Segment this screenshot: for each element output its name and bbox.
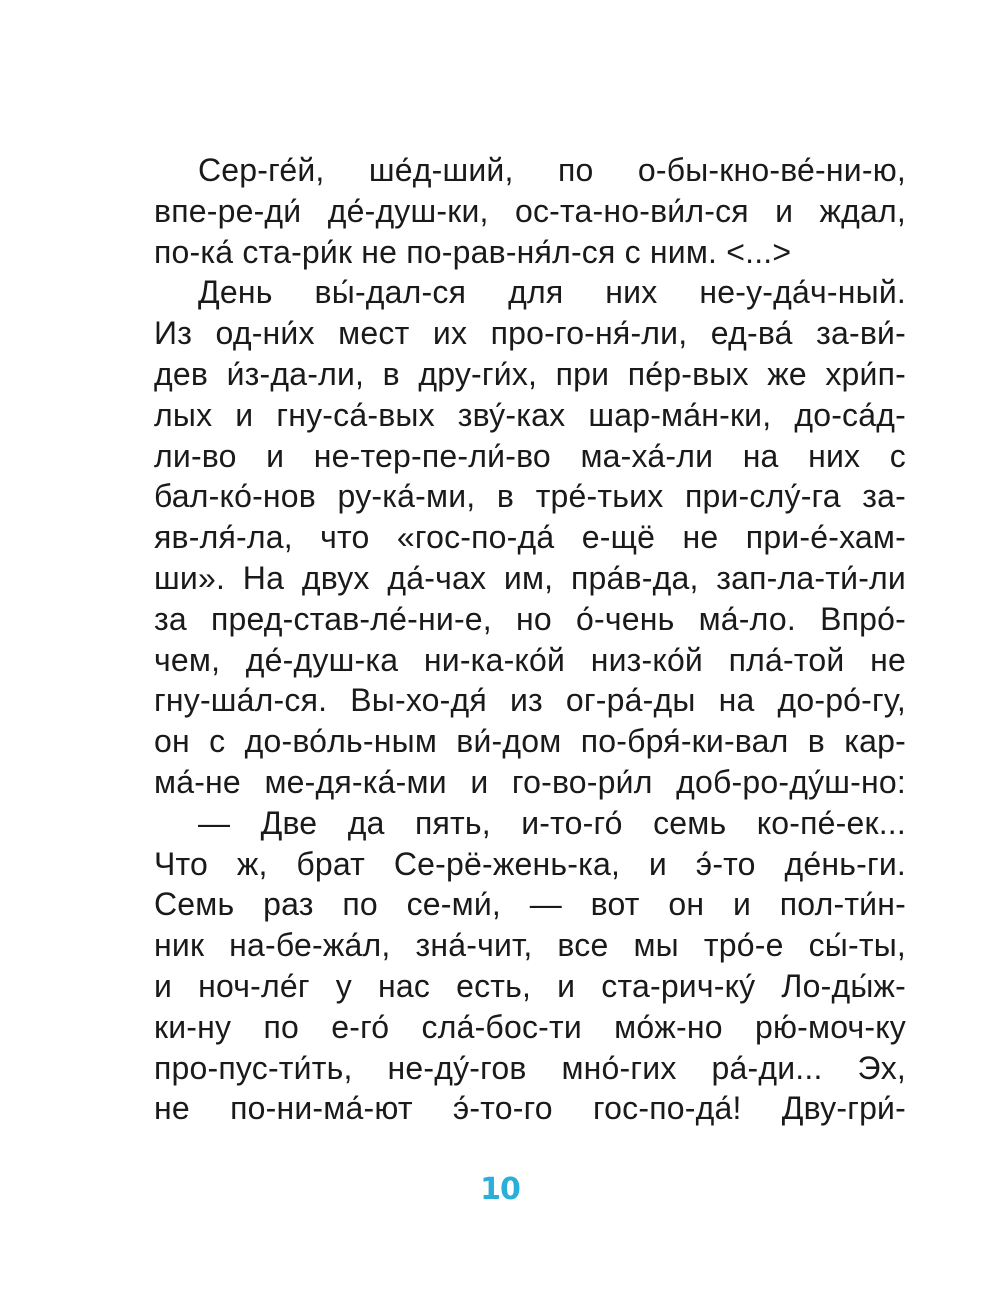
text-line: ник на-бе-жа́л, зна́-чит, все мы тро́-е сы́-ты, — [154, 927, 906, 964]
page-number: 10 — [480, 1172, 520, 1207]
text-line: Сер-ге́й, ше́д-ший, по о-бы-кно-ве́-ни-ю, — [198, 152, 906, 188]
text-line: гну-ша́л-ся. Вы-хо-дя́ из ог-ра́-ды на до-ро́-гу, — [154, 682, 906, 719]
text-line: и ноч-ле́г у нас есть, и ста-рич-ку́ Ло-ды́ж- — [154, 967, 906, 1004]
text-line: за пред-став-ле́-ни-е, но о́-чень ма́-ло. Впро́- — [154, 600, 906, 637]
text-line: Семь раз по се-ми́, — вот он и пол-ти́н- — [154, 886, 906, 923]
text-line: про-пус-ти́ть, не-ду́-гов мно́-гих ра́-ди... Эх, — [154, 1049, 906, 1086]
text-line: — Две да пять, и-то-го́ семь ко-пе́-ек... — [198, 804, 906, 841]
text-line: не по-ни-ма́-ют э́-то-го гос-по-да́! Дву-гри́- — [154, 1090, 906, 1127]
text-line: ма́-не ме-дя-ка́-ми и го-во-ри́л доб-ро-ду́ш-но: — [154, 763, 906, 800]
text-line: ки-ну по е-го́ сла́-бос-ти мо́ж-но рю́-моч-ку — [154, 1008, 906, 1045]
text-line: впе-ре-ди́ де́-душ-ки, ос-та-но-ви́л-ся и ждал, — [154, 192, 906, 229]
text-line: он с до-во́ль-ным ви́-дом по-бря́-ки-вал в кар- — [154, 723, 906, 760]
text-line: лых и гну-са́-вых зву́-ках шар-ма́н-ки, до-са́д- — [154, 396, 906, 433]
text-line: Из од-ни́х мест их про-го-ня́-ли, ед-ва́ за-ви́- — [154, 315, 906, 352]
text-line: ши». На двух да́-чах им, пра́в-да, зап-ла-ти́-ли — [154, 559, 906, 596]
text-line: дев и́з-да-ли, в дру-ги́х, при пе́р-вых же хри́п- — [154, 355, 906, 392]
text-line: по-ка́ ста-ри́к не по-рав-ня́л-ся с ним. <...> — [154, 233, 792, 270]
text-line: Что ж, брат Се-рё-жень-ка, и э́-то де́нь-ги. — [154, 845, 906, 882]
text-line: яв-ля́-ла, что «гос-по-да́ е-щё не при-е́-хам- — [154, 519, 906, 556]
text-line: День вы́-дал-ся для них не-у-да́ч-ный. — [198, 274, 906, 311]
text-line: чем, де́-душ-ка ни-ка-ко́й низ-ко́й пла́-той не — [154, 641, 906, 678]
body-text — [154, 150, 906, 1129]
text-line: ли-во и не-тер-пе-ли́-во ма-ха́-ли на них с — [154, 437, 906, 474]
text-line: бал-ко́-нов ру-ка́-ми, в тре́-тьих при-слу́-га за- — [154, 478, 906, 515]
